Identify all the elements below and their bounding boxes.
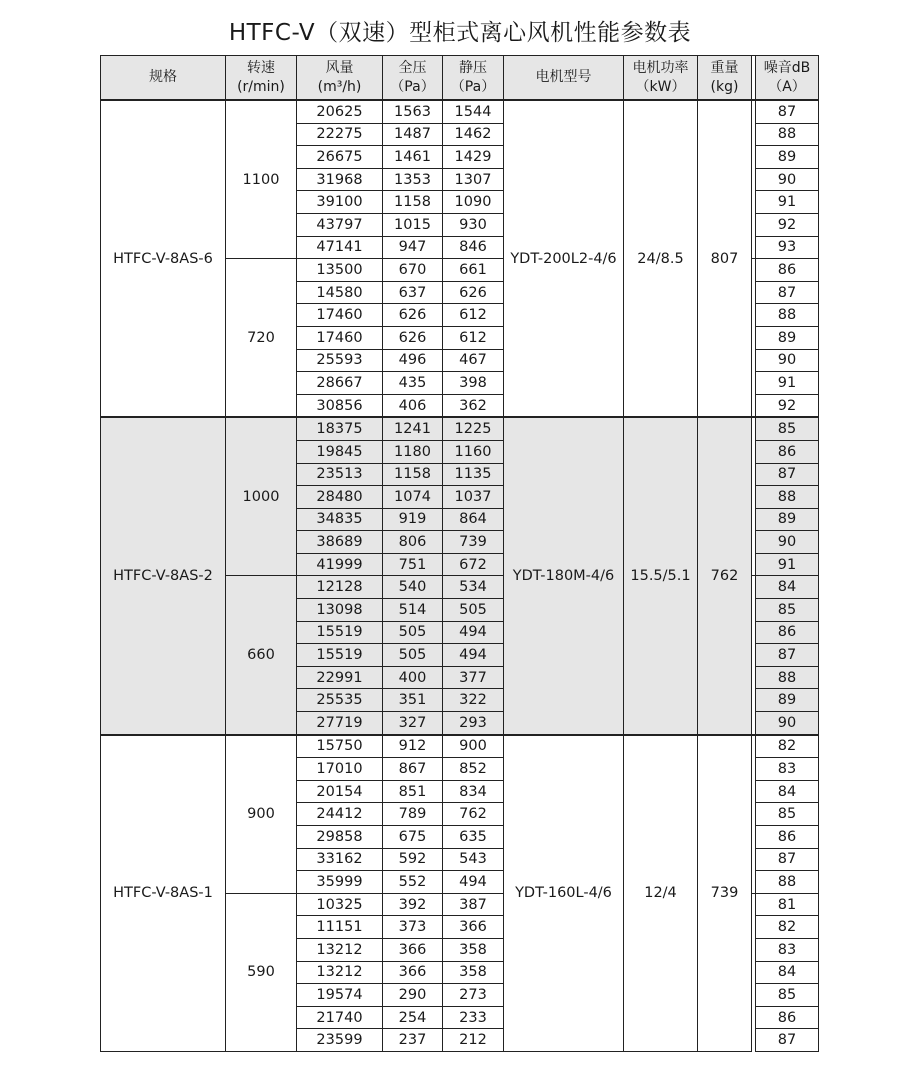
- airflow-cell: 15519: [297, 621, 383, 644]
- airflow-cell: 28480: [297, 486, 383, 509]
- airflow-cell: 47141: [297, 236, 383, 259]
- airflow-cell: 25593: [297, 349, 383, 372]
- static-pressure-cell: 672: [443, 553, 504, 576]
- total-pressure-cell: 1074: [383, 486, 443, 509]
- static-pressure-cell: 1037: [443, 486, 504, 509]
- table-row: [101, 417, 819, 440]
- static-pressure-cell: 1544: [443, 100, 504, 123]
- total-pressure-cell: 351: [383, 689, 443, 712]
- static-pressure-cell: 1160: [443, 440, 504, 463]
- static-pressure-cell: 739: [443, 531, 504, 554]
- total-pressure-cell: 592: [383, 848, 443, 871]
- noise-cell: 85: [756, 599, 819, 622]
- total-pressure-cell: 1158: [383, 191, 443, 214]
- motor-model-cell: YDT-160L-4/6: [504, 735, 624, 1052]
- airflow-cell: 17010: [297, 758, 383, 781]
- static-pressure-cell: 505: [443, 599, 504, 622]
- col-header-total-pressure: 全压 （Pa）: [383, 56, 443, 101]
- noise-cell: 90: [756, 349, 819, 372]
- noise-cell: 90: [756, 531, 819, 554]
- noise-cell: 87: [756, 100, 819, 123]
- noise-cell: 87: [756, 281, 819, 304]
- static-pressure-cell: 1307: [443, 168, 504, 191]
- noise-cell: 90: [756, 168, 819, 191]
- airflow-cell: 29858: [297, 826, 383, 849]
- static-pressure-cell: 612: [443, 304, 504, 327]
- noise-cell: 91: [756, 372, 819, 395]
- noise-cell: 84: [756, 780, 819, 803]
- model-cell: HTFC-V-8AS-1: [101, 735, 226, 1052]
- airflow-cell: 24412: [297, 803, 383, 826]
- total-pressure-cell: 637: [383, 281, 443, 304]
- col-header-airflow: 风量 (m³/h): [297, 56, 383, 101]
- airflow-cell: 21740: [297, 1006, 383, 1029]
- airflow-cell: 14580: [297, 281, 383, 304]
- speed-cell: 1000: [226, 417, 297, 576]
- static-pressure-cell: 612: [443, 326, 504, 349]
- airflow-cell: 38689: [297, 531, 383, 554]
- noise-cell: 87: [756, 644, 819, 667]
- static-pressure-cell: 543: [443, 848, 504, 871]
- airflow-cell: 19845: [297, 440, 383, 463]
- static-pressure-cell: 846: [443, 236, 504, 259]
- speed-cell: 590: [226, 893, 297, 1051]
- col-header-speed: 转速 (r/min): [226, 56, 297, 101]
- total-pressure-cell: 400: [383, 666, 443, 689]
- static-pressure-cell: 626: [443, 281, 504, 304]
- static-pressure-cell: 900: [443, 735, 504, 758]
- weight-cell: 807: [698, 100, 752, 417]
- noise-cell: 81: [756, 893, 819, 916]
- static-pressure-cell: 377: [443, 666, 504, 689]
- airflow-cell: 26675: [297, 146, 383, 169]
- total-pressure-cell: 290: [383, 984, 443, 1007]
- noise-cell: 84: [756, 576, 819, 599]
- total-pressure-cell: 1180: [383, 440, 443, 463]
- noise-cell: 88: [756, 486, 819, 509]
- total-pressure-cell: 919: [383, 508, 443, 531]
- total-pressure-cell: 1241: [383, 417, 443, 440]
- static-pressure-cell: 1225: [443, 417, 504, 440]
- total-pressure-cell: 912: [383, 735, 443, 758]
- airflow-cell: 23599: [297, 1029, 383, 1052]
- noise-cell: 91: [756, 553, 819, 576]
- static-pressure-cell: 762: [443, 803, 504, 826]
- total-pressure-cell: 237: [383, 1029, 443, 1052]
- static-pressure-cell: 534: [443, 576, 504, 599]
- static-pressure-cell: 661: [443, 259, 504, 282]
- static-pressure-cell: 273: [443, 984, 504, 1007]
- total-pressure-cell: 496: [383, 349, 443, 372]
- static-pressure-cell: 358: [443, 961, 504, 984]
- speed-cell: 720: [226, 259, 297, 418]
- noise-cell: 85: [756, 984, 819, 1007]
- noise-cell: 82: [756, 916, 819, 939]
- noise-cell: 88: [756, 123, 819, 146]
- noise-cell: 87: [756, 463, 819, 486]
- weight-cell: 739: [698, 735, 752, 1052]
- total-pressure-cell: 806: [383, 531, 443, 554]
- noise-cell: 86: [756, 259, 819, 282]
- total-pressure-cell: 675: [383, 826, 443, 849]
- col-header-weight: 重量 (kg): [698, 56, 752, 101]
- total-pressure-cell: 1487: [383, 123, 443, 146]
- static-pressure-cell: 398: [443, 372, 504, 395]
- noise-cell: 86: [756, 621, 819, 644]
- static-pressure-cell: 366: [443, 916, 504, 939]
- static-pressure-cell: 834: [443, 780, 504, 803]
- airflow-cell: 25535: [297, 689, 383, 712]
- noise-cell: 83: [756, 938, 819, 961]
- airflow-cell: 13098: [297, 599, 383, 622]
- airflow-cell: 13500: [297, 259, 383, 282]
- airflow-cell: 31968: [297, 168, 383, 191]
- total-pressure-cell: 851: [383, 780, 443, 803]
- static-pressure-cell: 930: [443, 213, 504, 236]
- noise-cell: 93: [756, 236, 819, 259]
- airflow-cell: 17460: [297, 304, 383, 327]
- airflow-cell: 43797: [297, 213, 383, 236]
- motor-power-cell: 15.5/5.1: [624, 417, 698, 734]
- noise-cell: 89: [756, 326, 819, 349]
- static-pressure-cell: 494: [443, 621, 504, 644]
- airflow-cell: 15519: [297, 644, 383, 667]
- noise-cell: 86: [756, 826, 819, 849]
- speed-cell: 1100: [226, 100, 297, 259]
- weight-cell: 762: [698, 417, 752, 734]
- total-pressure-cell: 947: [383, 236, 443, 259]
- noise-cell: 89: [756, 508, 819, 531]
- noise-cell: 87: [756, 1029, 819, 1052]
- static-pressure-cell: 1090: [443, 191, 504, 214]
- airflow-cell: 13212: [297, 938, 383, 961]
- airflow-cell: 41999: [297, 553, 383, 576]
- static-pressure-cell: 1429: [443, 146, 504, 169]
- total-pressure-cell: 505: [383, 621, 443, 644]
- total-pressure-cell: 1461: [383, 146, 443, 169]
- speed-cell: 660: [226, 576, 297, 735]
- airflow-cell: 39100: [297, 191, 383, 214]
- airflow-cell: 23513: [297, 463, 383, 486]
- header-row: [101, 56, 819, 101]
- static-pressure-cell: 1462: [443, 123, 504, 146]
- airflow-cell: 34835: [297, 508, 383, 531]
- noise-cell: 84: [756, 961, 819, 984]
- motor-model-cell: YDT-200L2-4/6: [504, 100, 624, 417]
- airflow-cell: 13212: [297, 961, 383, 984]
- noise-cell: 82: [756, 735, 819, 758]
- airflow-cell: 28667: [297, 372, 383, 395]
- col-header-noise: 噪音dB （A）: [756, 56, 819, 101]
- total-pressure-cell: 406: [383, 394, 443, 417]
- total-pressure-cell: 1563: [383, 100, 443, 123]
- noise-cell: 92: [756, 394, 819, 417]
- speed-cell: 900: [226, 735, 297, 894]
- col-header-motor-power: 电机功率 （kW）: [624, 56, 698, 101]
- performance-table: [100, 55, 819, 1052]
- noise-cell: 91: [756, 191, 819, 214]
- total-pressure-cell: 670: [383, 259, 443, 282]
- static-pressure-cell: 387: [443, 893, 504, 916]
- model-cell: HTFC-V-8AS-6: [101, 100, 226, 417]
- total-pressure-cell: 327: [383, 712, 443, 735]
- airflow-cell: 15750: [297, 735, 383, 758]
- airflow-cell: 35999: [297, 871, 383, 894]
- static-pressure-cell: 494: [443, 644, 504, 667]
- static-pressure-cell: 233: [443, 1006, 504, 1029]
- airflow-cell: 12128: [297, 576, 383, 599]
- static-pressure-cell: 322: [443, 689, 504, 712]
- total-pressure-cell: 1158: [383, 463, 443, 486]
- total-pressure-cell: 505: [383, 644, 443, 667]
- total-pressure-cell: 789: [383, 803, 443, 826]
- total-pressure-cell: 1353: [383, 168, 443, 191]
- col-header-motor-model: 电机型号: [504, 56, 624, 101]
- total-pressure-cell: 751: [383, 553, 443, 576]
- col-header-model: 规格: [101, 56, 226, 101]
- airflow-cell: 11151: [297, 916, 383, 939]
- noise-cell: 85: [756, 803, 819, 826]
- table-row: [101, 735, 819, 758]
- total-pressure-cell: 392: [383, 893, 443, 916]
- motor-power-cell: 12/4: [624, 735, 698, 1052]
- airflow-cell: 22991: [297, 666, 383, 689]
- total-pressure-cell: 514: [383, 599, 443, 622]
- airflow-cell: 27719: [297, 712, 383, 735]
- noise-cell: 88: [756, 666, 819, 689]
- total-pressure-cell: 867: [383, 758, 443, 781]
- static-pressure-cell: 852: [443, 758, 504, 781]
- table-row: [101, 100, 819, 123]
- static-pressure-cell: 362: [443, 394, 504, 417]
- static-pressure-cell: 467: [443, 349, 504, 372]
- noise-cell: 87: [756, 848, 819, 871]
- airflow-cell: 20625: [297, 100, 383, 123]
- noise-cell: 88: [756, 304, 819, 327]
- noise-cell: 83: [756, 758, 819, 781]
- total-pressure-cell: 373: [383, 916, 443, 939]
- total-pressure-cell: 435: [383, 372, 443, 395]
- total-pressure-cell: 366: [383, 938, 443, 961]
- noise-cell: 86: [756, 440, 819, 463]
- total-pressure-cell: 254: [383, 1006, 443, 1029]
- total-pressure-cell: 626: [383, 326, 443, 349]
- airflow-cell: 17460: [297, 326, 383, 349]
- motor-model-cell: YDT-180M-4/6: [504, 417, 624, 734]
- total-pressure-cell: 626: [383, 304, 443, 327]
- noise-cell: 85: [756, 417, 819, 440]
- static-pressure-cell: 635: [443, 826, 504, 849]
- total-pressure-cell: 366: [383, 961, 443, 984]
- page-title: HTFC-V（双速）型柜式离心风机性能参数表: [228, 20, 692, 46]
- total-pressure-cell: 552: [383, 871, 443, 894]
- static-pressure-cell: 293: [443, 712, 504, 735]
- airflow-cell: 10325: [297, 893, 383, 916]
- static-pressure-cell: 212: [443, 1029, 504, 1052]
- noise-cell: 88: [756, 871, 819, 894]
- noise-cell: 92: [756, 213, 819, 236]
- noise-cell: 90: [756, 712, 819, 735]
- noise-cell: 89: [756, 146, 819, 169]
- airflow-cell: 20154: [297, 780, 383, 803]
- model-cell: HTFC-V-8AS-2: [101, 417, 226, 734]
- table-body: [101, 100, 819, 1051]
- airflow-cell: 22275: [297, 123, 383, 146]
- airflow-cell: 19574: [297, 984, 383, 1007]
- airflow-cell: 18375: [297, 417, 383, 440]
- col-header-static-pressure: 静压 （Pa）: [443, 56, 504, 101]
- static-pressure-cell: 864: [443, 508, 504, 531]
- static-pressure-cell: 358: [443, 938, 504, 961]
- noise-cell: 86: [756, 1006, 819, 1029]
- airflow-cell: 30856: [297, 394, 383, 417]
- airflow-cell: 33162: [297, 848, 383, 871]
- noise-cell: 89: [756, 689, 819, 712]
- static-pressure-cell: 1135: [443, 463, 504, 486]
- total-pressure-cell: 1015: [383, 213, 443, 236]
- motor-power-cell: 24/8.5: [624, 100, 698, 417]
- total-pressure-cell: 540: [383, 576, 443, 599]
- static-pressure-cell: 494: [443, 871, 504, 894]
